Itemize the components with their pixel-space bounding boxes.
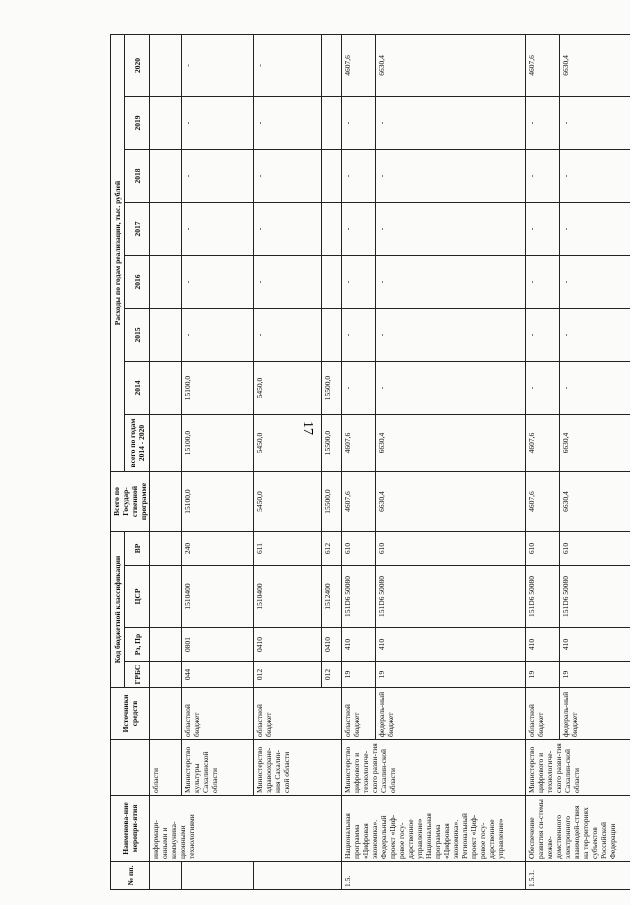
cell-total: 15100,0 xyxy=(182,472,254,532)
header-year: 2019 xyxy=(125,97,150,150)
cell-grbs: 19 xyxy=(560,662,630,688)
table-row xyxy=(342,34,376,889)
cell-year: - xyxy=(560,203,630,256)
cell-year: 15500,0 xyxy=(322,362,342,415)
cell-csr: 151D6 50080 xyxy=(560,566,630,628)
header-sources: Источники средств xyxy=(111,688,150,740)
cell-year: - xyxy=(182,309,254,362)
cell-rzpr: 0410 xyxy=(322,628,342,662)
cell-csr xyxy=(150,566,182,628)
header-total-years: всего по годам 2014 - 2020 xyxy=(125,415,150,472)
table-row xyxy=(254,34,322,889)
cell-year: - xyxy=(560,150,630,203)
cell-source: федераль-ный бюджет xyxy=(560,688,630,740)
cell-rzpr xyxy=(150,628,182,662)
cell-total-years: 15500,0 xyxy=(322,415,342,472)
header-csr: ЦСР xyxy=(125,566,150,628)
cell-year: - xyxy=(526,309,560,362)
cell-year: - xyxy=(342,309,376,362)
cell-year: - xyxy=(182,203,254,256)
cell-total: 6630,4 xyxy=(560,472,630,532)
header-year: 2016 xyxy=(125,256,150,309)
budget-table xyxy=(110,34,630,890)
cell-executor: Министерство здравоохране-ния Сахалин-ской области xyxy=(254,740,342,796)
table-row xyxy=(150,34,182,889)
cell-vr: 610 xyxy=(376,532,526,566)
cell-year: - xyxy=(182,150,254,203)
header-executor xyxy=(111,740,150,796)
header-year: 2014 xyxy=(125,362,150,415)
cell-year: - xyxy=(342,203,376,256)
cell-year: 5450,0 xyxy=(254,362,322,415)
cell-source: областной бюджет xyxy=(182,688,254,740)
header-rzpr: Рз, Пр xyxy=(125,628,150,662)
header-num: № пп. xyxy=(111,862,150,890)
cell-executor: Министерство цифрового и технологиче-ского разви-тия Сахалин-ской области xyxy=(342,740,526,796)
cell-year xyxy=(322,97,342,150)
cell-total-years: 6630,4 xyxy=(376,415,526,472)
header-year: 2020 xyxy=(125,34,150,96)
cell-total: 4607,6 xyxy=(342,472,376,532)
cell-executor: области xyxy=(150,740,182,796)
cell-year: - xyxy=(560,97,630,150)
cell-year: - xyxy=(526,150,560,203)
cell-vr: 612 xyxy=(322,532,342,566)
cell-year xyxy=(150,34,182,96)
cell-year: - xyxy=(560,362,630,415)
cell-year: 6630,4 xyxy=(560,34,630,96)
cell-year: - xyxy=(182,256,254,309)
cell-year: - xyxy=(526,256,560,309)
cell-year xyxy=(322,34,342,96)
cell-year: - xyxy=(342,150,376,203)
table-row xyxy=(182,34,254,889)
cell-rzpr: 410 xyxy=(560,628,630,662)
header-kbk: Код бюджетной классификации xyxy=(111,532,125,688)
cell-year: - xyxy=(560,309,630,362)
cell-year: - xyxy=(376,362,526,415)
cell-csr: 151D6 50080 xyxy=(342,566,376,628)
cell-num: 1.5.1. xyxy=(526,862,630,890)
cell-source: областной бюджет xyxy=(342,688,376,740)
cell-csr: 1512400 xyxy=(322,566,342,628)
cell-year: - xyxy=(560,256,630,309)
cell-year: - xyxy=(254,97,322,150)
cell-executor: Министерство культуры Сахалинской области xyxy=(182,740,254,796)
cell-year: - xyxy=(342,362,376,415)
cell-total-years: 4607,6 xyxy=(526,415,560,472)
cell-vr: 611 xyxy=(254,532,322,566)
cell-rzpr: 0410 xyxy=(254,628,322,662)
cell-year xyxy=(322,256,342,309)
header-year: 2015 xyxy=(125,309,150,362)
cell-grbs xyxy=(150,662,182,688)
cell-csr: 151D6 50080 xyxy=(526,566,560,628)
cell-total-years xyxy=(150,415,182,472)
cell-vr: 610 xyxy=(526,532,560,566)
cell-num xyxy=(182,862,254,890)
cell-total-years: 15100,0 xyxy=(182,415,254,472)
cell-source: областной бюджет xyxy=(254,688,342,740)
header-name: Наименова-ние меропри-ятия xyxy=(111,796,150,862)
cell-csr: 151D6 50080 xyxy=(376,566,526,628)
header-vr: ВР xyxy=(125,532,150,566)
cell-total xyxy=(150,472,182,532)
cell-name: информаци-онными и коммуника-ционными технологиями xyxy=(150,796,342,862)
cell-total-years: 6630,4 xyxy=(560,415,630,472)
cell-year: - xyxy=(376,97,526,150)
header-total-program: Всего по Государ-ственной программе xyxy=(111,472,150,532)
cell-year: - xyxy=(342,97,376,150)
cell-year xyxy=(150,256,182,309)
cell-rzpr: 410 xyxy=(342,628,376,662)
cell-year: 15100,0 xyxy=(182,362,254,415)
cell-grbs: 012 xyxy=(254,662,322,688)
cell-year: - xyxy=(182,97,254,150)
cell-vr xyxy=(150,532,182,566)
cell-csr: 1510400 xyxy=(254,566,322,628)
cell-source: федераль-ный бюджет xyxy=(376,688,526,740)
header-year: 2018 xyxy=(125,150,150,203)
cell-total: 6630,4 xyxy=(376,472,526,532)
cell-total-years: 5450,0 xyxy=(254,415,322,472)
cell-rzpr: 410 xyxy=(526,628,560,662)
cell-year: - xyxy=(376,203,526,256)
cell-vr: 610 xyxy=(342,532,376,566)
cell-year xyxy=(150,203,182,256)
cell-vr: 610 xyxy=(560,532,630,566)
cell-source: областной бюджет xyxy=(526,688,560,740)
cell-year: - xyxy=(376,150,526,203)
cell-year: - xyxy=(376,256,526,309)
cell-year xyxy=(322,203,342,256)
cell-year: - xyxy=(254,256,322,309)
cell-year xyxy=(150,97,182,150)
cell-year: - xyxy=(526,362,560,415)
cell-total: 15500,0 xyxy=(322,472,342,532)
cell-year: - xyxy=(182,34,254,96)
cell-num: 1.5. xyxy=(342,862,526,890)
cell-year xyxy=(322,309,342,362)
cell-year xyxy=(150,150,182,203)
cell-year: - xyxy=(254,309,322,362)
cell-rzpr: 0801 xyxy=(182,628,254,662)
cell-year: - xyxy=(254,150,322,203)
cell-name: Национальная программа «Цифровая экономика». Федеральный проект «Циф-ровое госу-дарственное управление» Национальная программа «Цифровая экономика». Региональный проект «Циф-ровое госу-дарственное управление» xyxy=(342,796,526,862)
cell-grbs: 19 xyxy=(342,662,376,688)
rotated-table-wrapper xyxy=(110,45,617,890)
cell-year: 4607,6 xyxy=(342,34,376,96)
cell-year: - xyxy=(376,309,526,362)
cell-vr: 240 xyxy=(182,532,254,566)
table-row xyxy=(526,34,560,889)
cell-total-years: 4607,6 xyxy=(342,415,376,472)
cell-total: 4607,6 xyxy=(526,472,560,532)
cell-rzpr: 410 xyxy=(376,628,526,662)
header-expenses: Расходы по годам реализации, тыс. рублей xyxy=(111,34,125,471)
page-number: 17 xyxy=(300,421,315,435)
cell-year xyxy=(150,362,182,415)
cell-source xyxy=(150,688,182,740)
cell-year: - xyxy=(526,203,560,256)
cell-grbs: 19 xyxy=(526,662,560,688)
cell-executor: Министерство цифрового и технологиче-ского разви-тия Сахалин-ской области xyxy=(526,740,630,796)
cell-num xyxy=(254,862,342,890)
cell-year: - xyxy=(526,97,560,150)
cell-year: 6630,4 xyxy=(376,34,526,96)
cell-name: Обеспечение развития си-стемы межве-домственного электронного взаимодей-ствия на тер-риториях субъектов Российской Федерации xyxy=(526,796,630,862)
cell-year: - xyxy=(342,256,376,309)
header-year: 2017 xyxy=(125,203,150,256)
cell-year: - xyxy=(254,203,322,256)
cell-total: 5450,0 xyxy=(254,472,322,532)
cell-grbs: 19 xyxy=(376,662,526,688)
cell-grbs: 012 xyxy=(322,662,342,688)
cell-csr: 1510400 xyxy=(182,566,254,628)
cell-year: - xyxy=(254,34,322,96)
header-grbs: ГРБС xyxy=(125,662,150,688)
cell-year: 4607,6 xyxy=(526,34,560,96)
cell-num xyxy=(150,862,182,890)
cell-year xyxy=(150,309,182,362)
cell-year xyxy=(322,150,342,203)
cell-grbs: 044 xyxy=(182,662,254,688)
